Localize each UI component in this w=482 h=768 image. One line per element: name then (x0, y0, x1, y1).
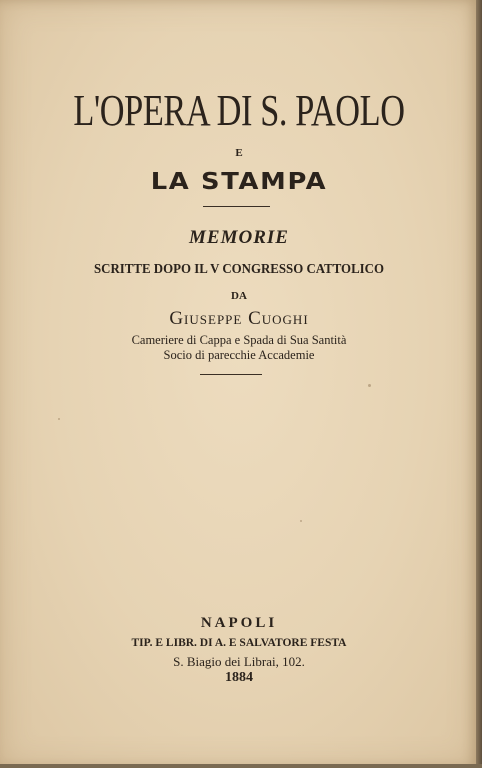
book-subtitle: LA STAMPA (150, 169, 328, 195)
author-description-2: Socio di parecchie Accademie (163, 348, 315, 362)
author-name: Giuseppe Cuoghi (169, 308, 309, 329)
imprint-printer: TIP. E LIBR. DI A. E SALVATORE FESTA (131, 637, 347, 649)
paper-speck (58, 418, 60, 420)
paper-speck (368, 384, 371, 387)
author-description-1: Cameriere di Cappa e Spada di Sua Santità (131, 333, 347, 347)
paper-speck (300, 520, 302, 522)
memorie-heading: MEMORIE (189, 227, 289, 248)
divider-rule-top (203, 206, 270, 207)
imprint-address: S. Biagio dei Librai, 102. (173, 654, 305, 669)
page-bottom-edge (0, 764, 482, 768)
da-line: DA (231, 290, 247, 302)
imprint-year: 1884 (225, 670, 253, 685)
divider-rule-bottom (200, 374, 262, 375)
scritte-line: SCRITTE DOPO IL V CONGRESSO CATTOLICO (93, 262, 385, 277)
book-title: L'OPERA DI S. PAOLO (73, 86, 405, 135)
imprint-city: NAPOLI (200, 615, 278, 631)
title-conjunction: E (235, 147, 243, 159)
book-spine-edge (476, 0, 482, 768)
